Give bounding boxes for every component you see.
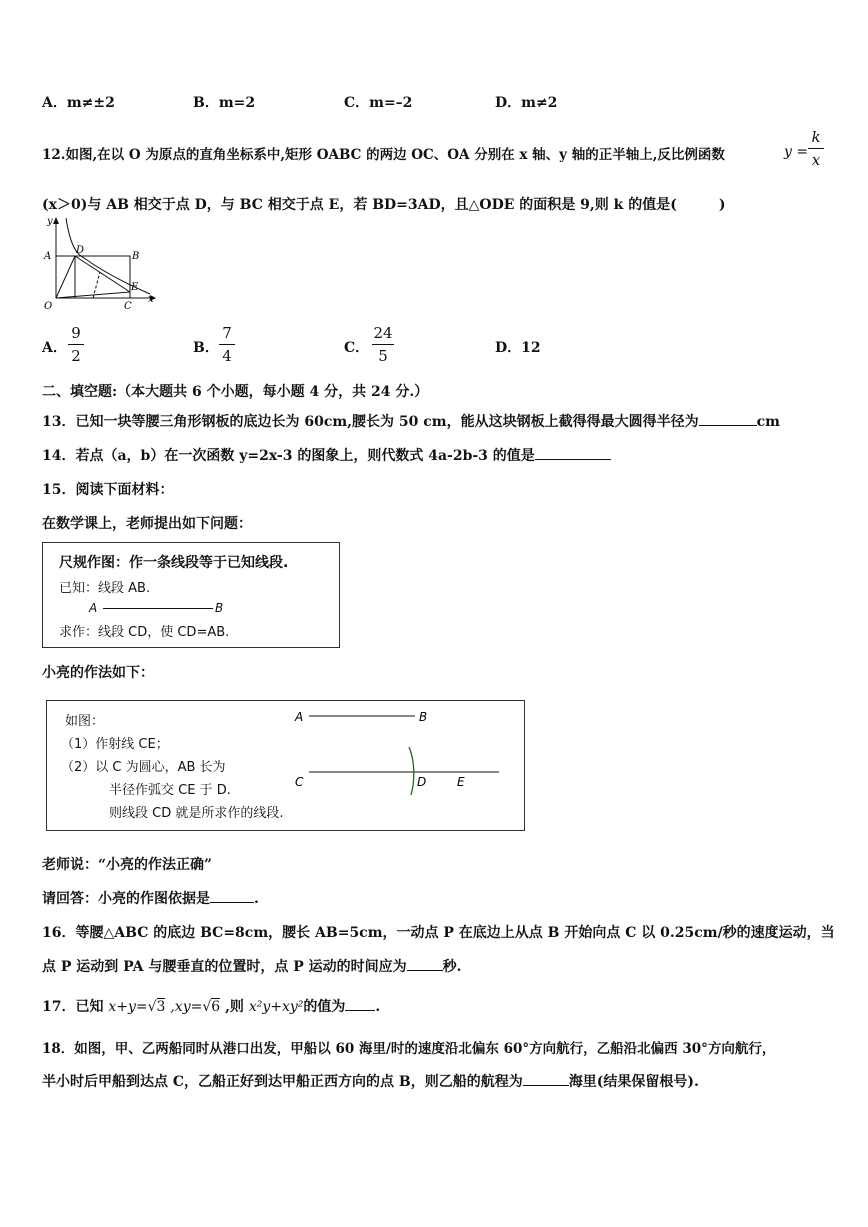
q11-option-a: A．m≠±2 — [42, 95, 115, 111]
q12-option-c-den: 5 — [378, 347, 388, 365]
q12-option-b-label: B． — [193, 340, 219, 356]
q15-box1-title: 尺规作图：作一条线段等于已知线段. — [59, 555, 289, 571]
q17-text — [42, 996, 380, 1016]
q17-rad2: 6 — [211, 999, 221, 1015]
q12-fig-label-b: B — [132, 251, 140, 262]
q15-box1-seg-a: A — [89, 601, 98, 615]
q12-option-a-fraction — [68, 324, 84, 365]
q17-suffix: 的值为 — [303, 999, 346, 1015]
q15-line5 — [42, 888, 259, 908]
q13-question: 13．已知一块等腰三角形钢板的底边长为 60cm,腰长为 50 cm，能从这块钢板上截得得最大圆得半径为 — [42, 414, 699, 430]
q15-solution-box — [46, 700, 525, 831]
q16-line2-end: 秒. — [442, 959, 462, 975]
q17-sqrt2-icon: √ — [202, 999, 212, 1015]
q17-mid: ,则 — [225, 999, 244, 1015]
q18-line2-end: 海里(结果保留根号). — [568, 1074, 699, 1090]
q15-answer-blank[interactable] — [210, 902, 254, 903]
q12-option-b-fraction — [219, 324, 235, 365]
q12-fig-label-x: x — [148, 294, 154, 305]
q15-box1-seg-b: B — [215, 601, 224, 615]
q12-option-a-label: A． — [42, 340, 67, 356]
q15-box1-given: 已知：线段 AB. — [59, 581, 151, 596]
q12-option-c-fraction — [372, 324, 394, 365]
q12-formula-num: k — [811, 128, 821, 146]
q15-box1-segment — [103, 608, 213, 609]
q15-problem-box — [42, 542, 340, 648]
q12-fig-label-c: C — [124, 301, 132, 312]
q15-line1: 15．阅读下面材料： — [42, 482, 174, 498]
q18-line2 — [42, 1071, 699, 1091]
q15-box2-l3: （2）以 C 为圆心，AB 长为 — [61, 760, 226, 775]
q12-line1: 12.如图,在以 O 为原点的直角坐标系中,矩形 OABC 的两边 OC、OA 分别在 x 轴、y 轴的正半轴上,反比例函数 — [42, 147, 725, 163]
q15-fig-label-e: E — [457, 775, 465, 789]
q17-end: . — [375, 999, 381, 1015]
q13-text — [42, 411, 780, 431]
q12-option-c-num: 24 — [373, 324, 393, 342]
q15-construction-figure — [287, 705, 512, 805]
q12-figure — [38, 214, 158, 314]
q18-question: 半小时后甲船到达点 C，乙船正好到达甲船正西方向的点 B，则乙船的航程为 — [42, 1074, 523, 1090]
q13-answer-blank[interactable] — [699, 425, 757, 426]
q12-option-c-label: C． — [344, 340, 370, 356]
q15-box2-l5: 则线段 CD 就是所求作的线段. — [109, 806, 284, 821]
q17-sqrt1-icon: √ — [147, 999, 157, 1015]
q18-answer-blank[interactable] — [523, 1085, 569, 1086]
q16-answer-blank[interactable] — [407, 970, 443, 971]
q16-line2 — [42, 956, 462, 976]
q13-unit: cm — [756, 414, 780, 430]
q15-box2-l4: 半径作弧交 CE 于 D. — [109, 783, 231, 798]
q15-box2-l1: 如图： — [65, 714, 105, 729]
q15-fig-label-c: C — [295, 775, 304, 789]
section2-heading: 二、填空题:（本大题共 6 个小题，每小题 4 分，共 24 分.） — [42, 384, 429, 400]
q12-formula-fraction — [808, 128, 824, 169]
q11-option-d: D．m≠2 — [495, 95, 558, 111]
q12-formula-den: x — [811, 151, 821, 169]
q15-fig-label-b: B — [419, 710, 428, 724]
q12-option-a-den: 2 — [71, 347, 81, 365]
q17-answer-blank[interactable] — [345, 1010, 375, 1011]
q15-question: 请回答：小亮的作图依据是 — [42, 891, 210, 907]
q12-option-b-den: 4 — [222, 347, 232, 365]
q12-fig-label-o: O — [44, 301, 53, 312]
q17-prefix: 17．已知 — [42, 999, 104, 1015]
q12-option-d: D．12 — [495, 340, 541, 356]
q12-fig-label-d: D — [76, 245, 85, 256]
q18-line1: 18．如图，甲、乙两船同时从港口出发，甲船以 60 海里/时的速度沿北偏东 60°方向航行，乙船沿北偏西 30°方向航行， — [42, 1041, 776, 1057]
q17-eq1: x+y= — [108, 999, 148, 1015]
q17-eq2: ,xy= — [170, 999, 203, 1015]
q17-expr: x²y+xy² — [248, 999, 304, 1015]
q12-fig-label-e: E — [131, 282, 139, 293]
q11-option-c: C．m=–2 — [344, 95, 413, 111]
q15-line5-end: . — [254, 891, 259, 907]
q12-formula-lhs: y = — [784, 144, 809, 160]
q15-box1-construct: 求作：线段 CD，使 CD=AB. — [59, 625, 230, 640]
q12-option-a-num: 9 — [71, 324, 81, 342]
q12-fig-label-a: A — [44, 251, 52, 262]
q17-rad1: 3 — [156, 999, 166, 1015]
q15-fig-label-d: D — [417, 775, 427, 789]
q14-question: 14．若点（a，b）在一次函数 y=2x-3 的图象上，则代数式 4a-2b-3 的值是 — [42, 448, 535, 464]
q14-answer-blank[interactable] — [535, 459, 611, 460]
q11-option-b: B．m=2 — [193, 95, 256, 111]
q15-line3: 小亮的作法如下： — [42, 665, 154, 681]
q16-line1: 16．等腰△ABC 的底边 BC=8cm，腰长 AB=5cm，一动点 P 在底边上从点 B 开始向点 C 以 0.25cm/秒的速度运动，当 — [42, 925, 835, 941]
q15-box2-l2: （1）作射线 CE； — [61, 737, 169, 752]
q14-text — [42, 445, 611, 465]
q16-question: 点 P 运动到 PA 与腰垂直的位置时，点 P 运动的时间应为 — [42, 959, 407, 975]
q15-fig-label-a: A — [295, 710, 304, 724]
q12-line2: (x＞0)与 AB 相交于点 D，与 BC 相交于点 E，若 BD=3AD，且△ODE 的面积是 9,则 k 的值是( ) — [42, 197, 726, 213]
q15-line2: 在数学课上，老师提出如下问题： — [42, 516, 252, 532]
q15-line4: 老师说：“小亮的作法正确” — [42, 857, 213, 873]
q12-option-b-num: 7 — [222, 324, 232, 342]
q12-fig-label-y: y — [47, 216, 53, 227]
